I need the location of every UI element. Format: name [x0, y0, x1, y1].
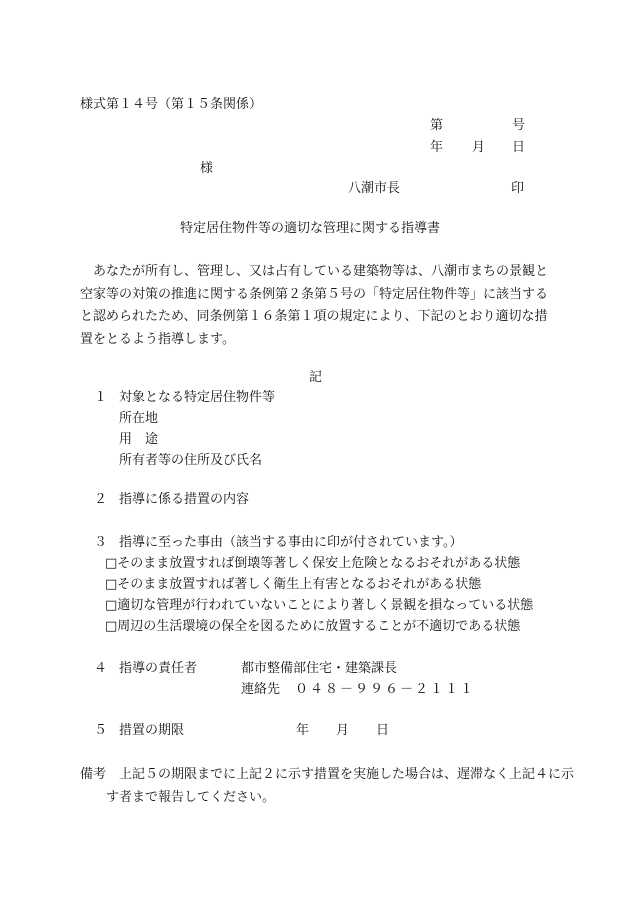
document-title: 特定居住物件等の適切な管理に関する指導書: [180, 221, 441, 236]
date-year: 年: [430, 140, 444, 155]
item1-heading: 対象となる特定居住物件等: [119, 390, 276, 405]
doc-number-suffix: 号: [512, 118, 526, 133]
item1-number: １: [94, 390, 108, 405]
date-day: 日: [512, 140, 526, 155]
item3-heading: 指導に至った事由（該当する事由に印が付されています。）: [119, 535, 463, 550]
checkbox-icon[interactable]: □: [105, 556, 118, 571]
item1-field-location: 所在地: [119, 411, 159, 426]
checkbox-icon[interactable]: □: [105, 598, 118, 613]
contact-phone: ０４８－９９６－２１１１: [295, 682, 476, 697]
deadline-day: 日: [376, 723, 390, 738]
deadline-month: 月: [336, 723, 350, 738]
reason-option-label: 周辺の生活環境の保全を図るために放置することが不適切である状態: [117, 619, 521, 634]
item5-number: ５: [94, 723, 108, 738]
item2-heading: 指導に係る措置の内容: [119, 492, 250, 507]
reason-option-3[interactable]: [105, 599, 533, 612]
deadline-year: 年: [296, 723, 310, 738]
reason-option-label: そのまま放置すれば著しく衛生上有害となるおそれがある状態: [117, 577, 482, 592]
body-paragraph: あなたが所有し、管理し、又は占有している建築物等は、八潮市まちの景観と空家等の対策の推進に関する条例第２条第５号の「特定居住物件等」に該当すると認められたため、同条例第１６条第１項の規定により、下記のとおり適切な措置をとるよう指導します。: [80, 264, 549, 347]
checkbox-icon[interactable]: □: [105, 577, 118, 592]
form-label: 様式第１４号（第１５条関係）: [80, 97, 263, 112]
sender: 八潮市長: [348, 181, 401, 196]
contact-label: 連絡先: [241, 682, 281, 697]
seal-mark: 印: [511, 181, 525, 196]
checkbox-icon[interactable]: □: [105, 619, 118, 634]
item3-number: ３: [94, 535, 108, 550]
reason-option-label: 適切な管理が行われていないことにより著しく景観を損なっている状態: [117, 598, 534, 613]
reason-option-1[interactable]: [105, 557, 520, 570]
item1-field-usage: 用 途: [119, 432, 159, 447]
responsible-department: 都市整備部住宅・建築課長: [241, 661, 398, 676]
doc-number-prefix: 第: [430, 118, 444, 133]
ki-marker: 記: [309, 370, 323, 385]
reason-option-2[interactable]: [105, 578, 481, 591]
reason-option-label: そのまま放置すれば倒壊等著しく保安上危険となるおそれがある状態: [117, 556, 521, 571]
item2-number: ２: [94, 492, 108, 507]
item4-number: ４: [94, 661, 108, 676]
item1-field-owner: 所有者等の住所及び氏名: [119, 453, 263, 468]
reason-option-4[interactable]: [105, 620, 520, 633]
addressee-suffix: 様: [200, 161, 214, 176]
date-month: 月: [472, 140, 486, 155]
item5-heading: 措置の期限: [119, 723, 185, 738]
item4-heading: 指導の責任者: [119, 661, 198, 676]
remarks: 備考 上記５の期限までに上記２に示す措置を実施した場合は、遅滞なく上記４に示す者まで報告してください。: [80, 767, 575, 805]
